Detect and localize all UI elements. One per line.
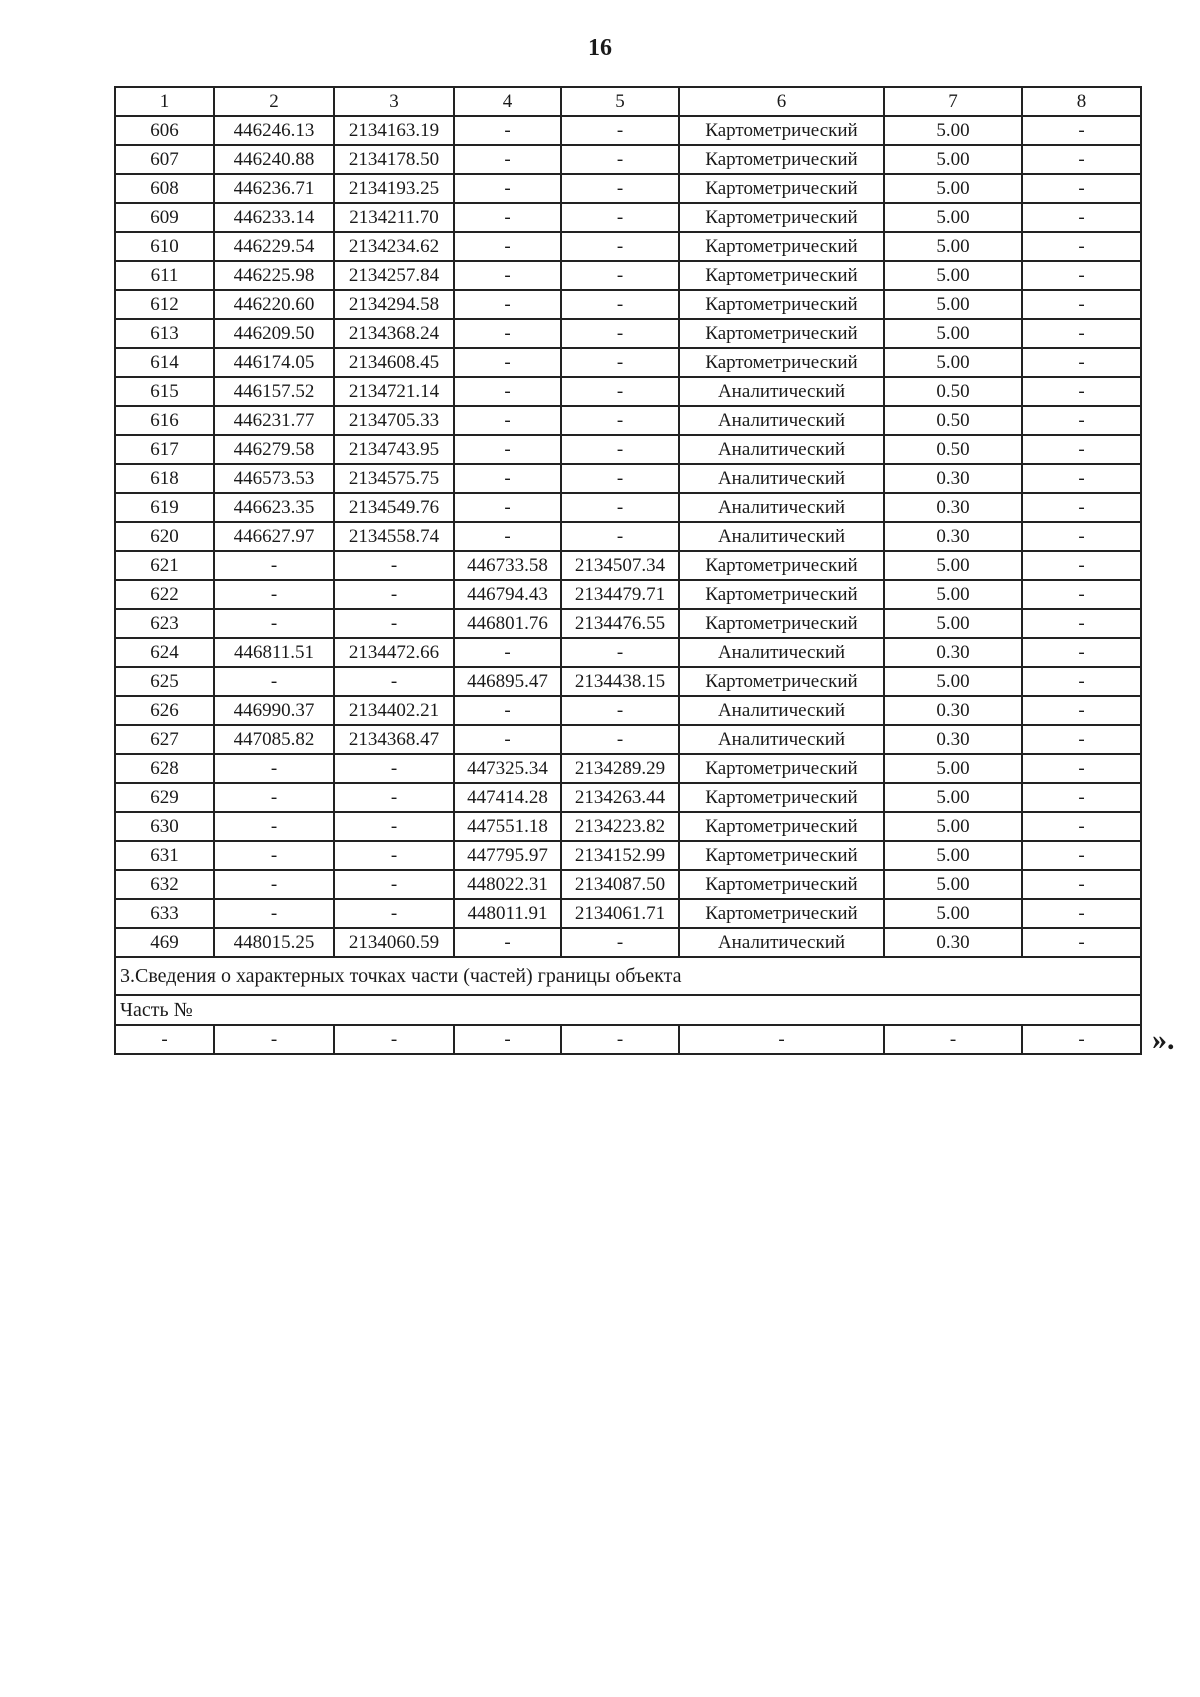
table-row <box>115 725 1141 754</box>
section-title: 3.Сведения о характерных точках части (частей) границы объекта <box>115 957 1141 995</box>
table-row <box>115 609 1141 638</box>
table-cell: - <box>1022 928 1141 957</box>
table-cell: - <box>1022 870 1141 899</box>
table-cell: Картометрический <box>679 116 884 145</box>
table-cell: 0.30 <box>884 696 1022 725</box>
table-cell: - <box>334 899 454 928</box>
table-cell: - <box>454 145 561 174</box>
table-cell: 446240.88 <box>214 145 334 174</box>
table-row <box>115 290 1141 319</box>
table-cell: - <box>454 377 561 406</box>
table-cell: 0.30 <box>884 638 1022 667</box>
table-cell: 2134289.29 <box>561 754 679 783</box>
table-cell: 447325.34 <box>454 754 561 783</box>
table-cell: - <box>1022 464 1141 493</box>
table-cell: 618 <box>115 464 214 493</box>
table-cell: - <box>1022 783 1141 812</box>
table-cell: - <box>561 377 679 406</box>
header-cell: 3 <box>334 87 454 116</box>
table-cell: Аналитический <box>679 406 884 435</box>
table-cell: - <box>214 783 334 812</box>
table-cell: Аналитический <box>679 928 884 957</box>
table-cell: 5.00 <box>884 145 1022 174</box>
table-cell: - <box>561 290 679 319</box>
table-cell: 5.00 <box>884 174 1022 203</box>
table-cell: - <box>561 116 679 145</box>
table-cell: - <box>561 348 679 377</box>
table-cell: - <box>1022 493 1141 522</box>
table-cell: - <box>454 435 561 464</box>
table-cell: - <box>454 638 561 667</box>
table-cell: - <box>1022 174 1141 203</box>
table-cell: - <box>214 812 334 841</box>
table-row <box>115 377 1141 406</box>
table-cell: 2134087.50 <box>561 870 679 899</box>
table-cell: 446895.47 <box>454 667 561 696</box>
table-cell: 446733.58 <box>454 551 561 580</box>
table-cell: 624 <box>115 638 214 667</box>
table-cell: 5.00 <box>884 841 1022 870</box>
table-cell: 0.30 <box>884 928 1022 957</box>
table-cell: - <box>561 261 679 290</box>
table-cell: 2134472.66 <box>334 638 454 667</box>
table-cell: Картометрический <box>679 145 884 174</box>
table-cell: 2134705.33 <box>334 406 454 435</box>
table-cell: 0.30 <box>884 493 1022 522</box>
table-body <box>115 87 1141 1054</box>
table-cell: 5.00 <box>884 754 1022 783</box>
table-cell: 0.30 <box>884 464 1022 493</box>
table-cell: - <box>1022 812 1141 841</box>
table-cell: 2134743.95 <box>334 435 454 464</box>
table-cell: 446209.50 <box>214 319 334 348</box>
table-cell: 628 <box>115 754 214 783</box>
table-row <box>115 928 1141 957</box>
table-cell: - <box>1022 841 1141 870</box>
table-cell: - <box>454 1025 561 1054</box>
table-cell: 5.00 <box>884 261 1022 290</box>
table-row <box>115 870 1141 899</box>
table-cell: - <box>1022 667 1141 696</box>
table-row <box>115 638 1141 667</box>
table-cell: - <box>1022 638 1141 667</box>
table-cell: Аналитический <box>679 522 884 551</box>
table-cell: - <box>214 754 334 783</box>
table-cell: 5.00 <box>884 609 1022 638</box>
table-cell: - <box>561 232 679 261</box>
table-cell: 447551.18 <box>454 812 561 841</box>
table-cell: - <box>454 464 561 493</box>
coordinates-table <box>114 86 1142 1055</box>
table-cell: Картометрический <box>679 348 884 377</box>
table-cell: 2134721.14 <box>334 377 454 406</box>
empty-row <box>115 1025 1141 1054</box>
table-cell: - <box>561 522 679 551</box>
table-row <box>115 348 1141 377</box>
table-cell: 0.50 <box>884 435 1022 464</box>
table-cell: Аналитический <box>679 377 884 406</box>
table-cell: 469 <box>115 928 214 957</box>
table-cell: - <box>334 841 454 870</box>
table-cell: 2134608.45 <box>334 348 454 377</box>
table-row <box>115 551 1141 580</box>
table-cell: 446225.98 <box>214 261 334 290</box>
table-cell: - <box>1022 116 1141 145</box>
table-cell: - <box>884 1025 1022 1054</box>
table-cell: 448022.31 <box>454 870 561 899</box>
table-cell: 446794.43 <box>454 580 561 609</box>
table-cell: - <box>679 1025 884 1054</box>
table-cell: - <box>1022 1025 1141 1054</box>
table-cell: - <box>561 435 679 464</box>
table-cell: - <box>1022 551 1141 580</box>
section-title-row <box>115 957 1141 995</box>
table-cell: - <box>454 232 561 261</box>
table-cell: 0.30 <box>884 725 1022 754</box>
table-cell: - <box>561 638 679 667</box>
table-cell: 623 <box>115 609 214 638</box>
table-cell: 5.00 <box>884 899 1022 928</box>
table-cell: - <box>454 928 561 957</box>
table-cell: 2134402.21 <box>334 696 454 725</box>
table-row <box>115 493 1141 522</box>
table-cell: 447085.82 <box>214 725 334 754</box>
table-cell: 5.00 <box>884 319 1022 348</box>
table-cell: 446811.51 <box>214 638 334 667</box>
table-cell: Картометрический <box>679 841 884 870</box>
table-cell: 5.00 <box>884 290 1022 319</box>
table-cell: - <box>1022 580 1141 609</box>
table-row <box>115 696 1141 725</box>
table-cell: Картометрический <box>679 551 884 580</box>
table-row <box>115 203 1141 232</box>
table-cell: 619 <box>115 493 214 522</box>
table-cell: 622 <box>115 580 214 609</box>
header-cell: 1 <box>115 87 214 116</box>
table-cell: - <box>214 580 334 609</box>
table-cell: - <box>214 551 334 580</box>
header-cell: 4 <box>454 87 561 116</box>
table-cell: 2134061.71 <box>561 899 679 928</box>
table-cell: 5.00 <box>884 812 1022 841</box>
table-cell: - <box>1022 319 1141 348</box>
table-cell: - <box>1022 522 1141 551</box>
table-cell: 2134234.62 <box>334 232 454 261</box>
table-cell: 2134152.99 <box>561 841 679 870</box>
table-cell: 2134263.44 <box>561 783 679 812</box>
table-cell: 2134476.55 <box>561 609 679 638</box>
table-cell: 2134060.59 <box>334 928 454 957</box>
table-cell: - <box>334 1025 454 1054</box>
table-cell: 2134211.70 <box>334 203 454 232</box>
table-cell: 5.00 <box>884 551 1022 580</box>
table-cell: - <box>454 319 561 348</box>
table-cell: - <box>1022 725 1141 754</box>
table-cell: - <box>1022 609 1141 638</box>
table-cell: - <box>334 812 454 841</box>
table-cell: - <box>214 899 334 928</box>
table-cell: 2134438.15 <box>561 667 679 696</box>
header-cell: 7 <box>884 87 1022 116</box>
table-cell: 2134294.58 <box>334 290 454 319</box>
table-cell: - <box>561 493 679 522</box>
table-cell: - <box>454 203 561 232</box>
table-row <box>115 174 1141 203</box>
table-cell: - <box>454 290 561 319</box>
table-row <box>115 435 1141 464</box>
table-cell: 630 <box>115 812 214 841</box>
table-cell: 2134558.74 <box>334 522 454 551</box>
table-cell: - <box>1022 377 1141 406</box>
table-cell: 613 <box>115 319 214 348</box>
table-cell: 446573.53 <box>214 464 334 493</box>
header-cell: 8 <box>1022 87 1141 116</box>
table-row <box>115 812 1141 841</box>
table-cell: - <box>334 551 454 580</box>
table-cell: - <box>1022 754 1141 783</box>
table-cell: 2134368.24 <box>334 319 454 348</box>
table-cell: - <box>334 783 454 812</box>
table-cell: 625 <box>115 667 214 696</box>
table-cell: - <box>454 261 561 290</box>
table-row <box>115 406 1141 435</box>
table-cell: - <box>454 406 561 435</box>
table-cell: 446279.58 <box>214 435 334 464</box>
table-cell: 446233.14 <box>214 203 334 232</box>
table-cell: 5.00 <box>884 783 1022 812</box>
table-row <box>115 522 1141 551</box>
table-cell: 631 <box>115 841 214 870</box>
table-cell: 614 <box>115 348 214 377</box>
part-number-row <box>115 995 1141 1025</box>
table-row <box>115 667 1141 696</box>
table-cell: 2134223.82 <box>561 812 679 841</box>
table-cell: - <box>561 406 679 435</box>
table-cell: Картометрический <box>679 174 884 203</box>
table-cell: - <box>1022 261 1141 290</box>
table-cell: 5.00 <box>884 203 1022 232</box>
table-row <box>115 841 1141 870</box>
table-cell: 627 <box>115 725 214 754</box>
table-cell: 2134193.25 <box>334 174 454 203</box>
table-cell: 2134178.50 <box>334 145 454 174</box>
table-cell: Картометрический <box>679 783 884 812</box>
table-cell: 5.00 <box>884 667 1022 696</box>
table-cell: 448015.25 <box>214 928 334 957</box>
table-cell: - <box>334 609 454 638</box>
table-cell: - <box>334 667 454 696</box>
table-cell: 608 <box>115 174 214 203</box>
table-cell: 446246.13 <box>214 116 334 145</box>
table-cell: - <box>214 609 334 638</box>
table-cell: 2134163.19 <box>334 116 454 145</box>
table-cell: 615 <box>115 377 214 406</box>
part-number-label: Часть № <box>115 995 1141 1025</box>
table-cell: 2134479.71 <box>561 580 679 609</box>
table-cell: - <box>454 696 561 725</box>
table-cell: - <box>561 464 679 493</box>
table-cell: Аналитический <box>679 435 884 464</box>
table-cell: 448011.91 <box>454 899 561 928</box>
table-cell: - <box>1022 348 1141 377</box>
table-cell: 617 <box>115 435 214 464</box>
table-cell: 2134575.75 <box>334 464 454 493</box>
table-cell: 446801.76 <box>454 609 561 638</box>
table-cell: 446623.35 <box>214 493 334 522</box>
table-cell: 2134549.76 <box>334 493 454 522</box>
table-cell: Картометрический <box>679 580 884 609</box>
table-cell: - <box>334 580 454 609</box>
closing-quote: ». <box>1152 1022 1175 1056</box>
table-cell: 633 <box>115 899 214 928</box>
table-cell: - <box>214 841 334 870</box>
table-cell: 2134507.34 <box>561 551 679 580</box>
table-cell: 446229.54 <box>214 232 334 261</box>
table-cell: 626 <box>115 696 214 725</box>
table-cell: - <box>1022 203 1141 232</box>
table-cell: 5.00 <box>884 870 1022 899</box>
table-cell: 447414.28 <box>454 783 561 812</box>
table-cell: 632 <box>115 870 214 899</box>
header-cell: 5 <box>561 87 679 116</box>
table-cell: 609 <box>115 203 214 232</box>
table-cell: - <box>561 928 679 957</box>
table-cell: 607 <box>115 145 214 174</box>
table-row <box>115 116 1141 145</box>
table-cell: Картометрический <box>679 899 884 928</box>
table-cell: - <box>561 174 679 203</box>
table-cell: 0.50 <box>884 377 1022 406</box>
table-row <box>115 754 1141 783</box>
table-cell: - <box>1022 899 1141 928</box>
table-cell: - <box>334 754 454 783</box>
table-cell: Картометрический <box>679 232 884 261</box>
table-row <box>115 261 1141 290</box>
table-cell: Аналитический <box>679 725 884 754</box>
table-cell: - <box>334 870 454 899</box>
table-cell: 5.00 <box>884 348 1022 377</box>
table-cell: Аналитический <box>679 696 884 725</box>
table-cell: 2134368.47 <box>334 725 454 754</box>
table-cell: - <box>561 203 679 232</box>
table-cell: Картометрический <box>679 203 884 232</box>
table-cell: - <box>561 145 679 174</box>
table-row <box>115 783 1141 812</box>
table-cell: Картометрический <box>679 319 884 348</box>
header-cell: 6 <box>679 87 884 116</box>
table-cell: - <box>454 493 561 522</box>
table-row <box>115 899 1141 928</box>
table-cell: 612 <box>115 290 214 319</box>
table-cell: 446236.71 <box>214 174 334 203</box>
table-cell: - <box>454 116 561 145</box>
table-cell: 2134257.84 <box>334 261 454 290</box>
table-cell: 620 <box>115 522 214 551</box>
table-cell: Картометрический <box>679 290 884 319</box>
table-cell: 5.00 <box>884 580 1022 609</box>
table-cell: - <box>454 174 561 203</box>
table-cell: - <box>454 725 561 754</box>
table-cell: - <box>1022 696 1141 725</box>
table-cell: Аналитический <box>679 493 884 522</box>
table-cell: - <box>1022 145 1141 174</box>
table-cell: Картометрический <box>679 261 884 290</box>
table-cell: Картометрический <box>679 609 884 638</box>
table-row <box>115 464 1141 493</box>
table-cell: Аналитический <box>679 464 884 493</box>
header-cell: 2 <box>214 87 334 116</box>
table-cell: 606 <box>115 116 214 145</box>
table-cell: 5.00 <box>884 232 1022 261</box>
table-cell: - <box>1022 290 1141 319</box>
table-cell: - <box>1022 406 1141 435</box>
table-cell: 446231.77 <box>214 406 334 435</box>
table-cell: 611 <box>115 261 214 290</box>
table-cell: 446627.97 <box>214 522 334 551</box>
table-cell: - <box>454 348 561 377</box>
table-cell: - <box>1022 232 1141 261</box>
table-header-row <box>115 87 1141 116</box>
table-row <box>115 319 1141 348</box>
table-cell: - <box>561 319 679 348</box>
table-row <box>115 145 1141 174</box>
table-cell: - <box>561 1025 679 1054</box>
table-cell: 5.00 <box>884 116 1022 145</box>
table-cell: 629 <box>115 783 214 812</box>
table-cell: - <box>561 696 679 725</box>
table-row <box>115 232 1141 261</box>
table-cell: - <box>115 1025 214 1054</box>
table-cell: 446157.52 <box>214 377 334 406</box>
table-cell: 446174.05 <box>214 348 334 377</box>
table-cell: Аналитический <box>679 638 884 667</box>
table-cell: - <box>454 522 561 551</box>
table-cell: Картометрический <box>679 667 884 696</box>
table-cell: - <box>214 667 334 696</box>
table-cell: 447795.97 <box>454 841 561 870</box>
table-cell: - <box>1022 435 1141 464</box>
table-cell: 621 <box>115 551 214 580</box>
table-cell: 0.50 <box>884 406 1022 435</box>
table-cell: 0.30 <box>884 522 1022 551</box>
table-cell: 446220.60 <box>214 290 334 319</box>
table-row <box>115 580 1141 609</box>
table-cell: 610 <box>115 232 214 261</box>
table-cell: Картометрический <box>679 870 884 899</box>
table-cell: Картометрический <box>679 754 884 783</box>
table-cell: 446990.37 <box>214 696 334 725</box>
table-cell: - <box>214 870 334 899</box>
table-cell: 616 <box>115 406 214 435</box>
table-cell: - <box>214 1025 334 1054</box>
table-cell: Картометрический <box>679 812 884 841</box>
table-cell: - <box>561 725 679 754</box>
page-number: 16 <box>588 35 612 61</box>
